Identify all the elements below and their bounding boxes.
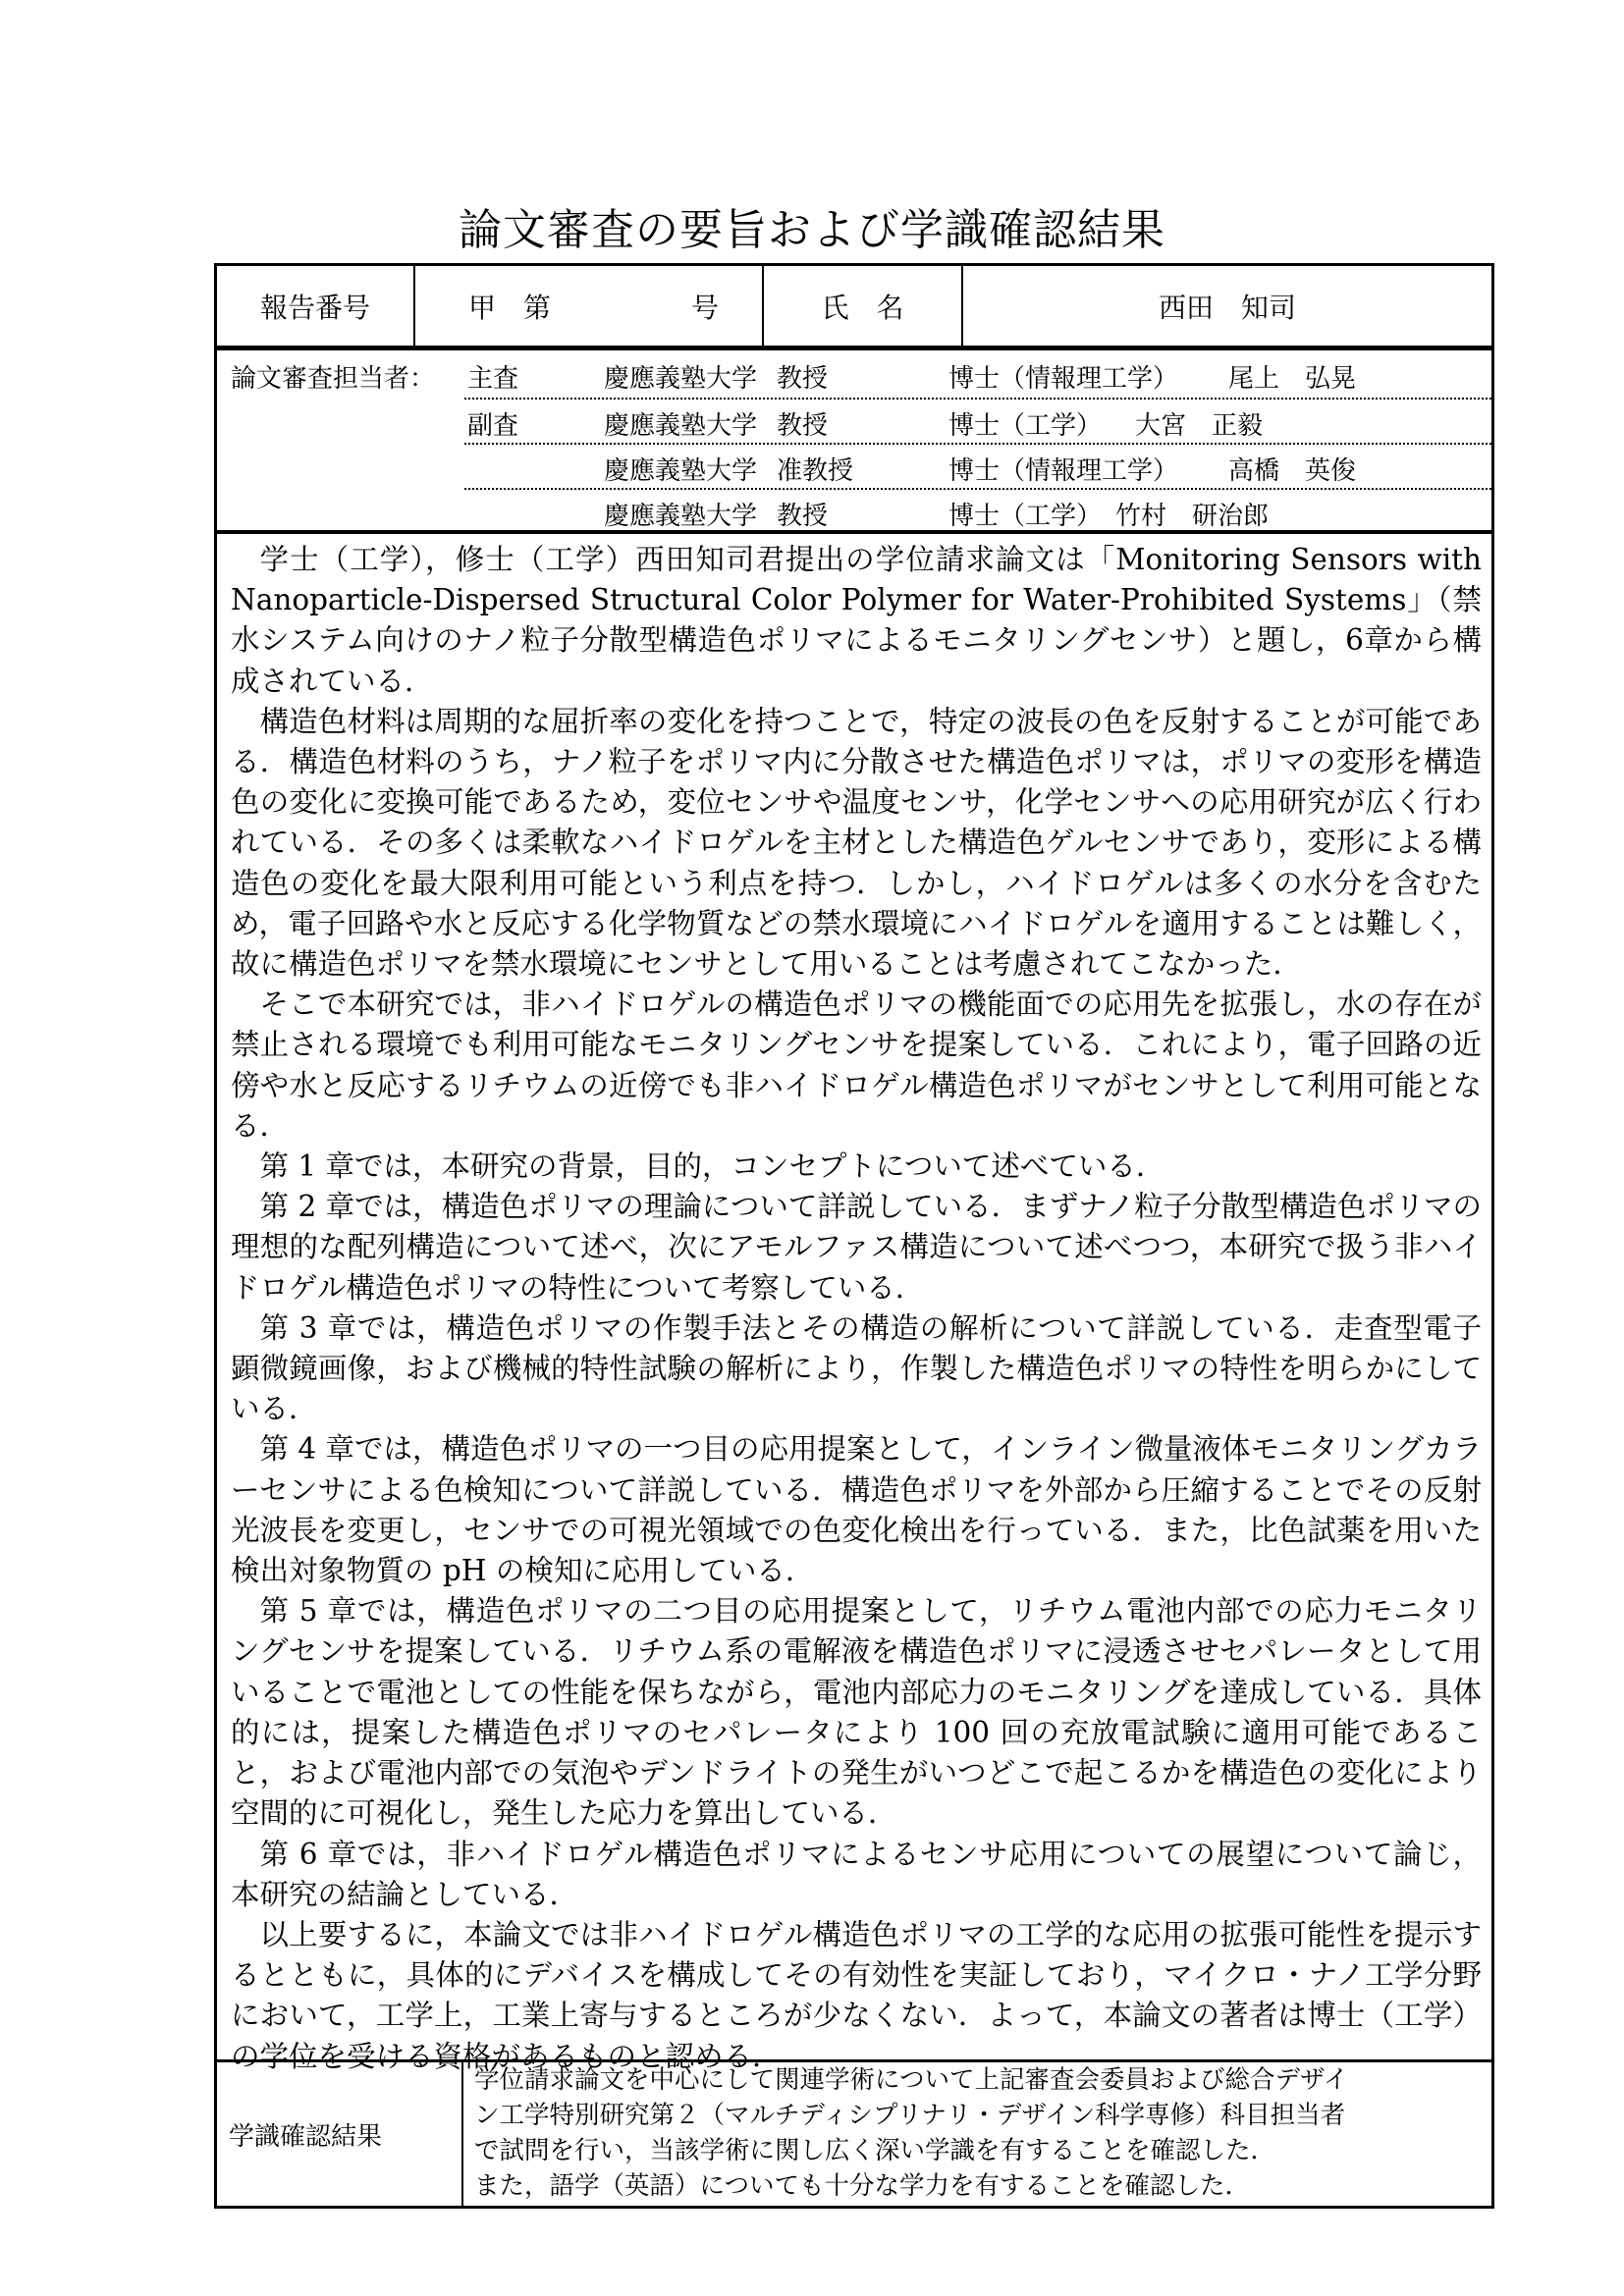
name-value: 西田 知司	[1158, 291, 1296, 324]
examiner-position: 准教授	[777, 456, 854, 486]
examiner-name: 竹村 研治郎	[1115, 502, 1270, 531]
report-number-suffix: 号	[690, 291, 719, 324]
examiner-degree: 博士（工学）	[948, 502, 1103, 531]
summary-paragraph: 第 5 章では，構造色ポリマの二つ目の応用提案として，リチウム電池内部での応力モニタリングセンサを提案している．リチウム系の電解液を構造色ポリマに浸透させセパレータとして用いることで電池としての性能を保ちながら，電池内部応力のモニタリングを達成している．具体的には，提案した構造色ポリマのセパレータにより 100 回の充放電試験に適用可能であること，および電池内部での気泡やデンドライトの発生がいつどこで起こるかを構造色の変化により空間的に可視化し，発生した応力を算出している．	[231, 1594, 1482, 1831]
document-title: 論文審査の要旨および学識確認結果	[459, 205, 1165, 255]
examiner-position: 教授	[777, 411, 829, 441]
report-number-value	[415, 266, 764, 346]
result-label: 学識確認結果	[217, 2062, 463, 2206]
name-label: 氏 名	[764, 266, 963, 346]
examiner-position: 教授	[777, 502, 829, 531]
examiner-degree: 博士（工学）	[948, 411, 1103, 441]
summary-paragraph: 構造色材料は周期的な屈折率の変化を持つことで，特定の波長の色を反射することが可能である．構造色材料のうち，ナノ粒子をポリマ内に分散させた構造色ポリマは，ポリマの変形を構造色の変化に変換可能であるため，変位センサや温度センサ，化学センサへの応用研究が広く行われている．その多くは柔軟なハイドロゲルを主材とした構造色ゲルセンサであり，変形による構造色の変化を最大限利用可能という利点を持つ．しかし，ハイドロゲルは多くの水分を含むため，電子回路や水と反応する化学物質などの禁水環境にハイドロゲルを適用することは難しく，故に構造色ポリマを禁水環境にセンサとして用いることは考慮されてこなかった．	[231, 704, 1482, 982]
result-line: また，語学（英語）についても十分な学力を有することを確認した．	[474, 2171, 1250, 2201]
summary-paragraph: 学士（工学），修士（工学）西田知司君提出の学位請求論文は「Monitoring Sensors with Nanoparticle-Dispersed Structural Color Polymer for Water-Prohibited Systems」（禁水システム向けのナノ粒子分散型構造色ポリマによるモニタリングセンサ）と題し，6章から構成されている．	[231, 543, 1482, 698]
summary-paragraph: 第 1 章では，本研究の背景，目的，コンセプトについて述べている．	[259, 1149, 1165, 1184]
summary-paragraph: 第 3 章では，構造色ポリマの作製手法とその構造の解析について詳説している．走査型電子顕微鏡画像，および機械的特性試験の解析により，作製した構造色ポリマの特性を明らかにしている．	[231, 1310, 1482, 1426]
summary-paragraph: 第 2 章では，構造色ポリマの理論について詳説している．まずナノ粒子分散型構造色ポリマの理想的な配列構造について述べ，次にアモルファス構造について述べつつ，本研究で扱う非ハイドロゲル構造色ポリマの特性について考察している．	[231, 1190, 1482, 1305]
examiner-degree: 博士（情報理工学）	[948, 456, 1179, 486]
examiner-university: 慶應義塾大学	[604, 456, 758, 486]
report-number-label: 報告番号	[217, 266, 415, 346]
examiner-university: 慶應義塾大学	[604, 364, 758, 394]
examiner-name: 大宮 正毅	[1135, 411, 1264, 441]
review-summary	[217, 534, 1491, 2073]
summary-paragraph: 第 6 章では，非ハイドロゲル構造色ポリマによるセンサ応用についての展望について論じ，本研究の結論としている．	[231, 1837, 1482, 1911]
examiner-name: 尾上 弘晃	[1228, 364, 1357, 394]
examiner-row	[217, 400, 1491, 441]
examiner-row	[217, 445, 1491, 486]
summary-paragraph: そこで本研究では，非ハイドロゲルの構造色ポリマの機能面での応用先を拡張し，水の存在が禁止される環境でも利用可能なモニタリングセンサを提案している．これにより，電子回路の近傍や水と反応するリチウムの近傍でも非ハイドロゲル構造色ポリマがセンサとして利用可能となる．	[231, 988, 1482, 1143]
result-section	[217, 2062, 1491, 2206]
summary-paragraph: 以上要するに，本論文では非ハイドロゲル構造色ポリマの工学的な応用の拡張可能性を提示するとともに，具体的にデバイスを構成してその有効性を実証しており，マイクロ・ナノ工学分野において，工学上，工業上寄与するところが少なくない．よって，本論文の著者は博士（工学）の学位を受ける資格があるものと認める．	[231, 1917, 1482, 2073]
header-row	[217, 266, 1491, 350]
result-text	[474, 2062, 1484, 2204]
examiner-university: 慶應義塾大学	[604, 411, 758, 441]
examiner-university: 慶應義塾大学	[604, 502, 758, 531]
examiner-position: 教授	[777, 364, 829, 394]
result-line: ン工学特別研究第２（マルチディシプリナリ・デザイン科学専修）科目担当者	[474, 2101, 1346, 2130]
examiner-row	[217, 490, 1491, 531]
result-line: で試問を行い，当該学術に関し広く深い学識を有することを確認した．	[474, 2136, 1276, 2165]
examiner-role: 副査	[467, 411, 519, 441]
examiner-role: 主査	[467, 364, 519, 394]
report-number-prefix: 甲 第	[468, 291, 552, 324]
review-table	[214, 263, 1494, 2209]
examiners-label: 論文審査担当者：	[231, 364, 436, 394]
examiner-degree: 博士（情報理工学）	[948, 364, 1179, 394]
summary-paragraph: 第 4 章では，構造色ポリマの一つ目の応用提案として，インライン微量液体モニタリングカラーセンサによる色検知について詳説している．構造色ポリマを外部から圧縮することでその反射光波長を変更し，センサでの可視光領域での色変化検出を行っている．また，比色試薬を用いた検出対象物質の pH の検知に応用している．	[231, 1432, 1482, 1588]
examiner-name: 高橋 英俊	[1228, 456, 1357, 486]
result-line: 学位請求論文を中心にして関連学術について上記審査会委員および総合デザイ	[474, 2065, 1349, 2095]
examiners-section	[217, 350, 1491, 534]
examiner-row	[217, 352, 1491, 394]
